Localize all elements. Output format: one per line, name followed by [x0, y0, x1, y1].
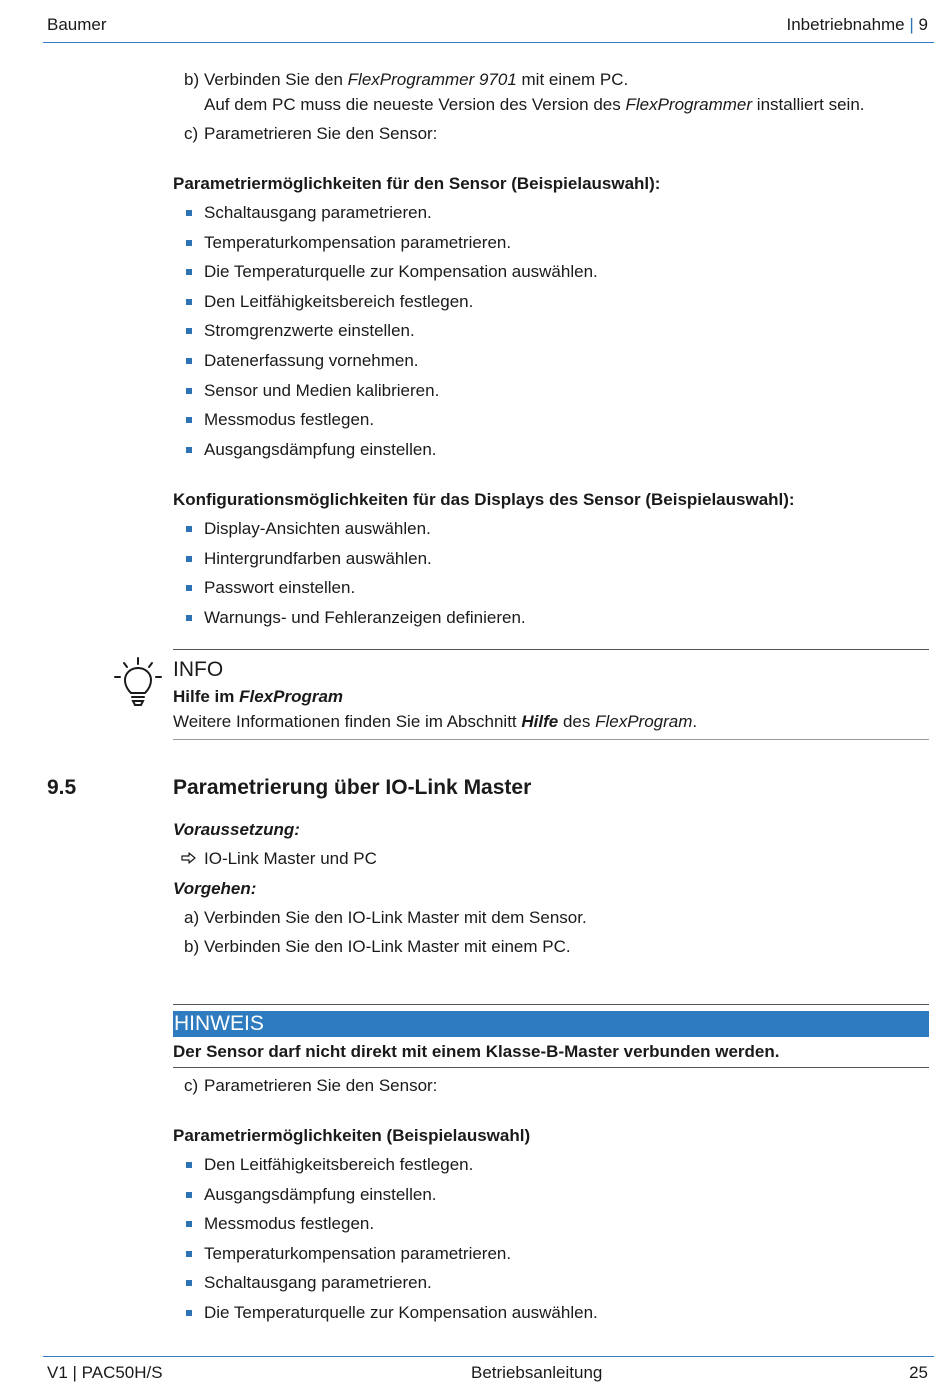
list-item: Hintergrundfarben auswählen. [204, 548, 432, 568]
footer-page-number: 25 [909, 1363, 928, 1382]
display-options-heading: Konfigurationsmöglichkeiten für das Displays des Sensor (Beispielauswahl): [173, 490, 795, 509]
list-item: Stromgrenzwerte einstellen. [204, 321, 415, 341]
info-bottom-rule [173, 739, 929, 740]
info-subtitle [173, 686, 343, 708]
list-item: Ausgangsdämpfung einstellen. [204, 1184, 437, 1204]
text-run: . [692, 712, 698, 731]
prerequisite-label: Voraussetzung: [173, 820, 300, 839]
bullet-marker [186, 1221, 192, 1227]
bullet-marker [186, 388, 192, 394]
text-run: des [558, 712, 596, 731]
list-item: Datenerfassung vornehmen. [204, 351, 419, 370]
list-item: Sensor und Medien kalibrieren. [204, 380, 440, 400]
section-reference: Hilfe [521, 712, 559, 731]
text-run: Verbinden Sie den [204, 70, 348, 89]
intro-step-b-line2 [204, 94, 865, 116]
bullet-marker [186, 328, 192, 334]
header-brand: Baumer [47, 15, 107, 34]
footer-doc-type: Betriebsanleitung [471, 1363, 603, 1382]
procedure-step-b-letter: b) [184, 937, 200, 956]
bullet-marker [186, 447, 192, 453]
info-body [173, 711, 697, 733]
text-run: Auf dem PC muss die neueste Version des Version des [204, 95, 626, 114]
bullet-marker [186, 615, 192, 621]
list-item: Display-Ansichten auswählen. [204, 519, 431, 538]
header-chapter-number: 9 [918, 15, 928, 34]
product-name: FlexProgrammer [625, 95, 753, 114]
lightbulb-icon [112, 657, 164, 707]
header-section-title: Inbetriebnahme [786, 15, 905, 34]
bullet-marker [186, 240, 192, 246]
notice-title-bar [173, 1011, 929, 1037]
section-number: 9.5 [47, 776, 77, 799]
bullet-marker [186, 1162, 192, 1168]
bullet-marker [186, 1280, 192, 1286]
list-item: Die Temperaturquelle zur Kompensation auswählen. [204, 262, 598, 282]
list-item: Messmodus festlegen. [204, 410, 375, 430]
notice-text: Der Sensor darf nicht direkt mit einem Klasse-B-Master verbunden werden. [173, 1042, 780, 1061]
bullet-marker [186, 417, 192, 423]
bullet-marker [186, 299, 192, 305]
list-item: Messmodus festlegen. [204, 1214, 375, 1234]
param-options-heading: Parametriermöglichkeiten (Beispielauswahl) [173, 1126, 531, 1145]
bullet-marker [186, 1310, 192, 1316]
bullet-marker [186, 358, 192, 364]
procedure-step-a-text: Verbinden Sie den IO-Link Master mit dem Sensor. [204, 908, 587, 927]
bullet-marker [186, 210, 192, 216]
info-top-rule [173, 649, 929, 650]
list-item: Passwort einstellen. [204, 578, 356, 598]
after-notice-step-text: Parametrieren Sie den Sensor: [204, 1076, 438, 1095]
list-item: Die Temperaturquelle zur Kompensation auswählen. [204, 1303, 598, 1322]
prerequisite-item: IO-Link Master und PC [204, 849, 377, 868]
sensor-options-heading: Parametriermöglichkeiten für den Sensor (Beispielauswahl): [173, 174, 661, 193]
list-item: Schaltausgang parametrieren. [204, 1273, 432, 1293]
bullet-marker [186, 1251, 192, 1257]
list-item: Warnungs- und Fehleranzeigen definieren. [204, 607, 526, 627]
bullet-marker [186, 1192, 192, 1198]
header-separator: | [909, 15, 914, 34]
header-section [787, 14, 929, 36]
list-item: Den Leitfähigkeitsbereich festlegen. [204, 1155, 474, 1174]
arrow-right-outline-icon [181, 852, 196, 864]
header-divider [43, 42, 934, 43]
bullet-marker [186, 556, 192, 562]
product-name: FlexProgram [595, 712, 693, 731]
procedure-label: Vorgehen: [173, 879, 257, 898]
list-item: Temperaturkompensation parametrieren. [204, 232, 512, 252]
notice-bottom-rule [173, 1067, 929, 1068]
section-title: Parametrierung über IO-Link Master [173, 776, 532, 799]
info-title: INFO [173, 658, 224, 681]
bullet-marker [186, 526, 192, 532]
procedure-step-b-text: Verbinden Sie den IO-Link Master mit einem PC. [204, 937, 571, 956]
text-run: Hilfe im [173, 687, 240, 706]
intro-step-b-line1 [204, 69, 628, 91]
intro-step-c-text: Parametrieren Sie den Sensor: [204, 124, 438, 143]
footer-divider [43, 1356, 934, 1357]
footer-version: V1 | PAC50H/S [47, 1363, 163, 1382]
bullet-marker [186, 269, 192, 275]
after-notice-step-letter: c) [184, 1076, 199, 1095]
list-item: Den Leitfähigkeitsbereich festlegen. [204, 291, 474, 311]
intro-step-b-letter: b) [184, 70, 200, 89]
list-item: Schaltausgang parametrieren. [204, 203, 432, 222]
product-name: FlexProgram [239, 687, 344, 706]
notice-title: HINWEIS [174, 1012, 264, 1035]
text-run: installiert sein. [752, 95, 865, 114]
text-run: mit einem PC. [516, 70, 629, 89]
list-item: Ausgangsdämpfung einstellen. [204, 439, 437, 459]
intro-step-c-letter: c) [184, 124, 199, 143]
bullet-marker [186, 585, 192, 591]
product-name: FlexProgrammer 9701 [347, 70, 517, 89]
procedure-step-a-letter: a) [184, 908, 200, 927]
list-item: Temperaturkompensation parametrieren. [204, 1243, 512, 1263]
notice-top-rule [173, 1004, 929, 1005]
text-run: Weitere Informationen finden Sie im Abschnitt [173, 712, 522, 731]
